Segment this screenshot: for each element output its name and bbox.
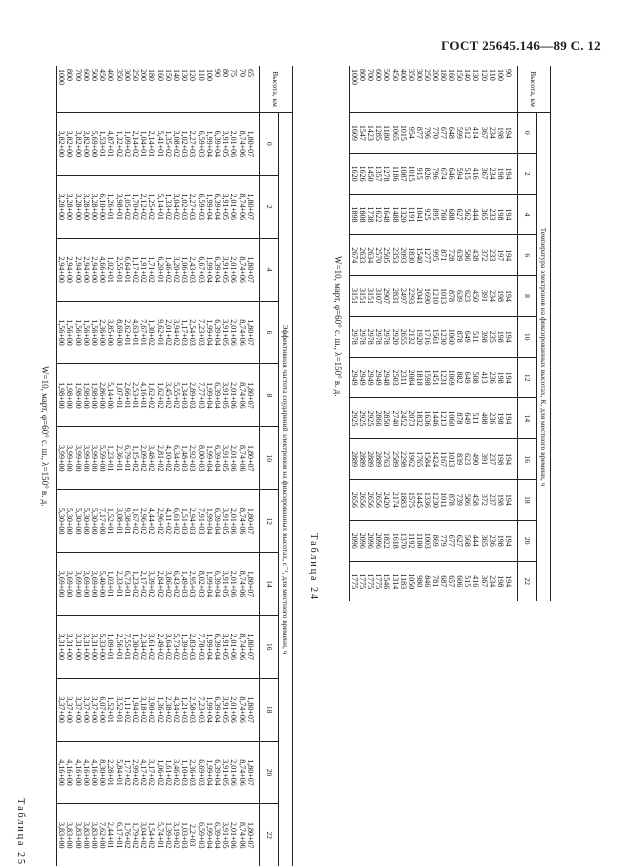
table24-col-4: 194 198 233 365 444 562 627 688 760 895 925 1041 1191 1320 1488 1648 1622 1738 1808 1898 xyxy=(350,194,518,235)
table25-col-8: 1,80+07 8,74+06 2,01+06 3,91+05 6,39+04 1,99+04 7,77+03 2,89+03 1,34+03 5,55+02 3,45+02 1,62+02 1,62+02 4,16+01 2,53+01 2,66+01 1,07+01 5,14+00 2,86+00 1,98+00 1,98+00 1,98+00 1,98+00 1,98+00 xyxy=(57,364,260,427)
table25-col-10: 1,80+07 8,74+06 2,01+06 3,91+05 6,39+04 1,99+04 8,00+03 2,92+03 1,48+03 6,34+02 4,10+02 2,81+02 3,48+02 2,09+02 1,15+02 6,79+01 2,36+01 1,23+01 5,59+00 3,99+00 3,99+00 3,99+00 3,99+00 3,99+00 xyxy=(57,427,260,490)
table24-col-10: 194 198 235 398 511 649 878 1060 1230 1561 1716 1920 2132 2655 2920 2978 2978 2978 2978 2978 xyxy=(350,316,518,357)
table24-condition: W=10, март, φ=60° с. ш., λ=150° в. д. xyxy=(333,256,343,397)
table24-col-8: 194 198 234 391 450 623 639 878 1013 1210 1690 2041 2293 2497 2831 2907 3107 3151 3151 3151 xyxy=(350,276,518,317)
table24-hour-10: 10 xyxy=(517,316,536,357)
table24-title-row xyxy=(536,66,550,601)
table25-col-2: 1,80+07 8,74+06 2,01+06 3,91+05 6,39+04 1,99+04 6,59+03 2,27+03 1,02+03 3,04+02 1,33+02 5,14+01 1,25+02 2,12+02 1,70+02 1,05+02 3,98+01 1,26+01 6,10+00 3,28+00 3,28+00 3,28+00 3,28+00 3,28+00 xyxy=(57,175,260,238)
table24-col-6: 194 197 233 372 438 586 639 728 871 995 1277 1540 1830 2093 2353 2505 2570 2634 2633 2674 xyxy=(350,235,518,276)
table24-hour-4: 4 xyxy=(517,194,536,235)
table25-col-6: 1,80+07 8,74+06 2,01+06 3,91+05 6,39+04 1,99+04 7,23+03 2,54+03 1,17+03 3,94+02 2,01+02 9,62+01 1,30+02 7,67+01 4,63+01 2,62+01 8,69+00 3,85+00 2,36+00 1,56+00 1,56+00 1,56+00 1,56+00 1,56+00 xyxy=(57,301,260,364)
table24-table xyxy=(349,66,551,601)
table24-hour-18: 18 xyxy=(517,480,536,521)
table25-col-18: 1,80+07 8,74+06 2,01+06 3,91+05 6,39+04 1,99+04 7,23+03 2,58+03 1,21+03 4,34+02 2,38+02 1,36+02 3,90+02 3,18+02 1,94+02 1,11+02 3,52+01 1,52+01 6,07+00 3,37+00 3,37+00 3,37+00 3,37+00 3,37+00 xyxy=(57,678,260,741)
table25-condition: W=10, март, φ=60° с. ш., λ=150° в. д. xyxy=(40,366,50,507)
table24-hour-22: 22 xyxy=(517,561,536,601)
table24-altitudes: 90 100 110 120 130 140 150 160 180 200 250 300 350 400 450 500 600 700 800 1000 xyxy=(350,66,518,113)
table24-hour-12: 12 xyxy=(517,357,536,398)
table25-col-20: 1,80+07 8,74+06 2,01+06 3,91+05 6,39+04 1,99+04 6,69+03 2,36+03 1,10+03 3,46+02 1,61+02 1,06+02 3,17+02 4,17+02 2,99+02 1,77+02 5,84+01 2,28+01 8,30+00 4,16+00 4,16+00 4,16+00 4,16+00 4,16+00 xyxy=(57,741,260,804)
table24-col-0: 194 198 234 367 414 512 599 648 677 770 796 877 954 1015 1065 1180 1285 1423 1547 1609 xyxy=(350,113,518,154)
table25-hour-8: 8 xyxy=(259,364,278,427)
table25-col-0: 1,80+07 8,74+06 2,01+06 3,91+05 6,39+04 1,99+04 6,59+03 2,27+03 1,02+03 3,08+02 1,35+02 5,41+01 2,14+01 1,04+01 2,14+02 1,09+02 1,32+02 4,87+01 1,53+01 5,69+00 3,82+00 3,82+00 3,82+00 3,82+00 xyxy=(57,113,260,176)
table25-hour-16: 16 xyxy=(259,615,278,678)
table24-body-row xyxy=(350,66,518,601)
table25-hour-6: 6 xyxy=(259,301,278,364)
table25-hour-0: 0 xyxy=(259,113,278,176)
table25-hour-12: 12 xyxy=(259,490,278,553)
table25-title: Эффективная частота соударений электронов на фиксированных высотах, с⁻¹, для местного времени, ч xyxy=(278,113,292,867)
table25-hour-18: 18 xyxy=(259,678,278,741)
table25-col-12: 1,80+07 8,74+06 2,01+06 3,91+05 6,39+04 1,99+04 7,91+03 2,94+03 1,51+03 6,61+02 4,11+02 2,96+02 4,44+02 2,96+02 1,67+02 9,38+01 3,08+01 1,52+01 7,17+00 5,30+00 5,30+00 5,30+00 5,30+00 5,30+00 xyxy=(57,490,260,553)
table24-col-16: 194 198 237 391 490 623 839 1013 1167 1424 1584 1765 1962 2298 2589 2763 2889 2889 2889 2889 xyxy=(350,439,518,480)
table24-title: Температура электронов на фиксированных высотах, К, для местного времени, ч xyxy=(536,113,550,602)
table25-label: Таблица 25 xyxy=(15,798,26,866)
table24-col-18: 194 198 237 372 458 586 739 878 1011 1230 1336 1445 1575 1883 2174 2420 2656 2656 2656 2656 xyxy=(350,480,518,521)
table25-table xyxy=(56,66,293,866)
table24-col-2: 194 198 234 367 416 515 594 646 674 796 826 915 1015 1087 1186 1278 1357 1450 1626 1620 xyxy=(350,153,518,194)
table25-hour-4: 4 xyxy=(259,238,278,301)
table24-hour-14: 14 xyxy=(517,398,536,439)
table25-hour-10: 10 xyxy=(259,427,278,490)
table24-col-12: 194 198 236 413 508 649 882 1069 1231 1451 1598 1818 2084 2311 2503 2948 2949 2949 2949 2949 xyxy=(350,357,518,398)
table24-hour-8: 8 xyxy=(517,276,536,317)
table24-col-14: 194 198 236 408 511 649 878 1060 1213 1446 1636 1832 2073 2452 2740 2850 2866 2925 2925 2925 xyxy=(350,398,518,439)
table24-hour-0: 0 xyxy=(517,113,536,154)
table24-col-22: 194 198 234 367 416 515 606 657 687 781 846 980 1050 1183 1314 1546 1775 1775 1775 1775 xyxy=(350,573,513,590)
table24-hour-2: 2 xyxy=(517,153,536,194)
table24-hour-20: 20 xyxy=(517,520,536,561)
table25-block xyxy=(12,66,312,866)
table25-col-4: 1,80+07 8,74+06 2,01+06 3,91+05 6,39+04 1,99+04 6,67+03 2,43+03 1,06+03 3,20+02 1,46+02 6,20+01 1,71+02 1,91+02 1,17+02 6,64+01 2,55+01 1,02+01 4,66+00 2,94+00 2,94+00 2,94+00 2,94+00 2,94+00 xyxy=(57,238,260,301)
table24-label: Таблица 24 xyxy=(308,533,319,601)
table24-block xyxy=(305,66,600,601)
table25-altitudes: 65 70 75 80 90 100 110 120 130 140 150 160 180 200 250 300 350 400 450 500 600 700 800 1000 xyxy=(57,66,260,113)
table24-hour-16: 16 xyxy=(517,439,536,480)
table25-corner: Высота, км xyxy=(259,66,292,113)
table25-hour-22: 22 xyxy=(259,804,278,866)
table25-title-row xyxy=(278,66,292,866)
table25-col-16: 1,80+07 8,74+06 2,01+06 3,91+05 6,39+04 1,99+04 7,78+03 2,83+03 1,39+03 5,73+02 3,64+02 2,49+02 3,61+02 2,34+02 1,30+02 7,55+01 2,56+01 1,09+01 5,33+00 3,31+00 3,31+00 3,31+00 3,31+00 3,31+00 xyxy=(57,615,260,678)
table24-corner: Высота, км xyxy=(517,66,550,113)
table25-hour-14: 14 xyxy=(259,553,278,616)
table25-header-row xyxy=(259,66,278,866)
table24-col-20: 194 198 236 365 444 568 627 677 779 869 1003 1100 1192 1370 1618 1822 2096 2096 2096 2096 xyxy=(350,520,518,561)
table24-header-row xyxy=(517,66,536,601)
table25-body-row xyxy=(57,66,260,866)
page-header: ГОСТ 25645.146—89 С. 12 xyxy=(441,38,601,53)
table25-hour-20: 20 xyxy=(259,741,278,804)
table24-hour-6: 6 xyxy=(517,235,536,276)
table25-col-22: 1,80+07 8,74+06 2,01+06 3,91+05 6,39+04 1,99+04 6,59+03 2,2+03 1,03+03 3,19+02 1,39+02 5,74+01 1,54+02 3,04+02 1,79+02 1,76+02 6,17+01 2,44+01 7,62+00 3,83+00 3,83+00 3,83+00 3,83+00 3,83+00 xyxy=(57,821,255,849)
table25-hour-2: 2 xyxy=(259,175,278,238)
table25-col-14: 1,80+07 8,74+06 2,01+06 3,91+05 6,39+04 1,99+04 8,02+03 2,95+03 1,49+03 6,43+02 3,86+02 2,84+02 3,39+02 2,17+02 1,23+02 6,73+01 2,33+01 1,03+01 5,40+00 3,69+00 3,69+00 3,69+00 3,69+00 3,69+00 xyxy=(57,553,260,616)
